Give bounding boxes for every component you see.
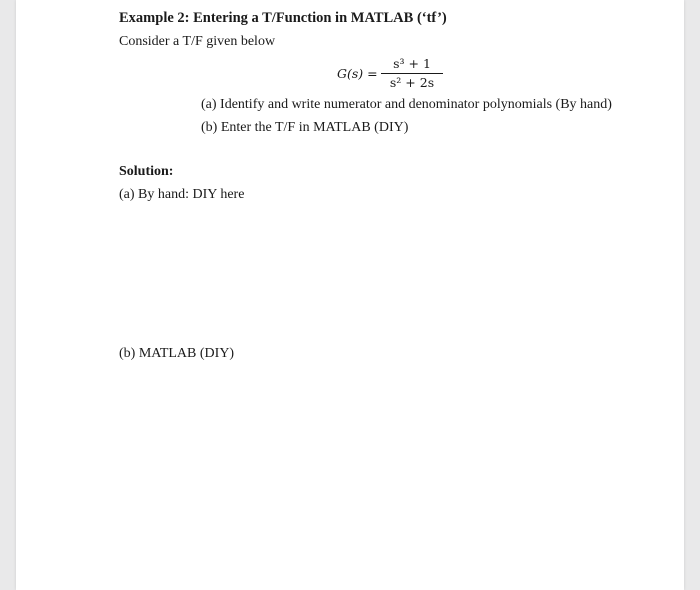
equation-lhs: G(s) = [337, 66, 378, 81]
document-page [16, 0, 684, 590]
equation-numerator: s³ + 1 [393, 56, 431, 71]
solution-part-a: (a) By hand: DIY here [119, 187, 245, 202]
task-a: (a) Identify and write numerator and denominator polynomials (By hand) [201, 97, 612, 112]
task-b: (b) Enter the T/F in MATLAB (DIY) [201, 120, 409, 135]
intro-text: Consider a T/F given below [119, 34, 276, 49]
equation-denominator: s² + 2s [389, 75, 435, 90]
equation-fraction [381, 56, 443, 91]
solution-part-b: (b) MATLAB (DIY) [119, 346, 235, 361]
fraction-bar [381, 73, 443, 74]
solution-heading: Solution: [119, 164, 174, 179]
example-title: Example 2: Entering a T/Function in MATLAB (‘tf’) [119, 10, 447, 26]
